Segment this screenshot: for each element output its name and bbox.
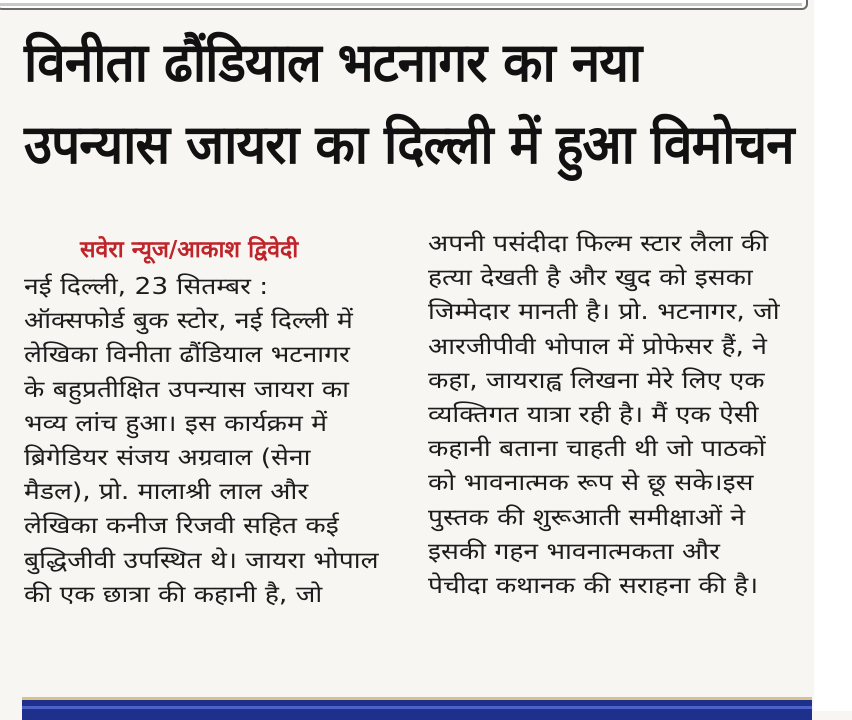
left-column-line: भव्य लांच हुआ। इस कार्यक्रम में: [24, 410, 328, 437]
left-column-line: लेखिका विनीता ढौंडियाल भटनागर: [24, 342, 350, 369]
right-column: [428, 227, 806, 603]
left-column-line: नई दिल्ली, 23 सितम्बर :: [24, 274, 269, 300]
left-column-line: लेखिका कनीज रिजवी सहित कई: [24, 513, 339, 540]
right-column-line: अपनी पसंदीदा फिल्म स्टार लैला की: [428, 231, 769, 257]
page-margin: [814, 0, 852, 711]
article-headline: [24, 22, 794, 186]
left-column-line: बुद्धिजीवी उपस्थित थे। जायरा भोपाल: [24, 547, 379, 574]
right-column-line: आरजीपीवी भोपाल में प्रोफेसर हैं, ने: [428, 333, 767, 360]
byline: सवेरा न्यूज/आकाश द्विवेदी: [80, 237, 299, 263]
next-section-band-stripe: [22, 706, 812, 709]
previous-article-border: [0, 0, 808, 10]
right-column-line: व्यक्तिगत यात्रा रही है। मैं एक ऐसी: [428, 402, 759, 429]
left-column-line: ब्रिगेडियर संजय अग्रवाल (सेना: [24, 445, 311, 472]
right-column-line: हत्या देखती है और खुद को इसका: [428, 265, 753, 292]
right-column-line: कहा, जायराह्व लिखना मेरे लिए एक: [428, 367, 765, 394]
right-column-line: जिम्मेदार मानती है। प्रो. भटनागर, जो: [428, 299, 780, 326]
right-column-line: पेचीदा कथानक की सराहना की है।: [428, 573, 759, 600]
next-section-band: [22, 697, 812, 720]
left-column-line: के बहुप्रतीक्षित उपन्यास जायरा का: [24, 376, 350, 403]
left-column-line: ऑक्सफोर्ड बुक स्टोर, नई दिल्ली में: [24, 308, 353, 335]
left-column-line: की एक छात्रा की कहानी है, जो: [24, 581, 323, 608]
right-column-line: कहानी बताना चाहती थी जो पाठकों: [428, 436, 766, 463]
headline-line-2: उपन्यास जायरा का दिल्ली में हुआ विमोचन: [24, 113, 794, 176]
right-column-line: को भावनात्मक रूप से छू सके।इस: [428, 470, 754, 497]
headline-line-1: विनीता ढौंडियाल भटनागर का नया: [24, 31, 642, 94]
left-column: [24, 270, 402, 612]
right-column-line: पुस्तक की शुरूआती समीक्षाओं ने: [428, 504, 746, 531]
right-column-line: इसकी गहन भावनात्मकता और: [428, 538, 720, 565]
previous-article-shadow: [0, 3, 802, 6]
left-column-line: मैडल), प्रो. मालाश्री लाल और: [24, 479, 309, 506]
